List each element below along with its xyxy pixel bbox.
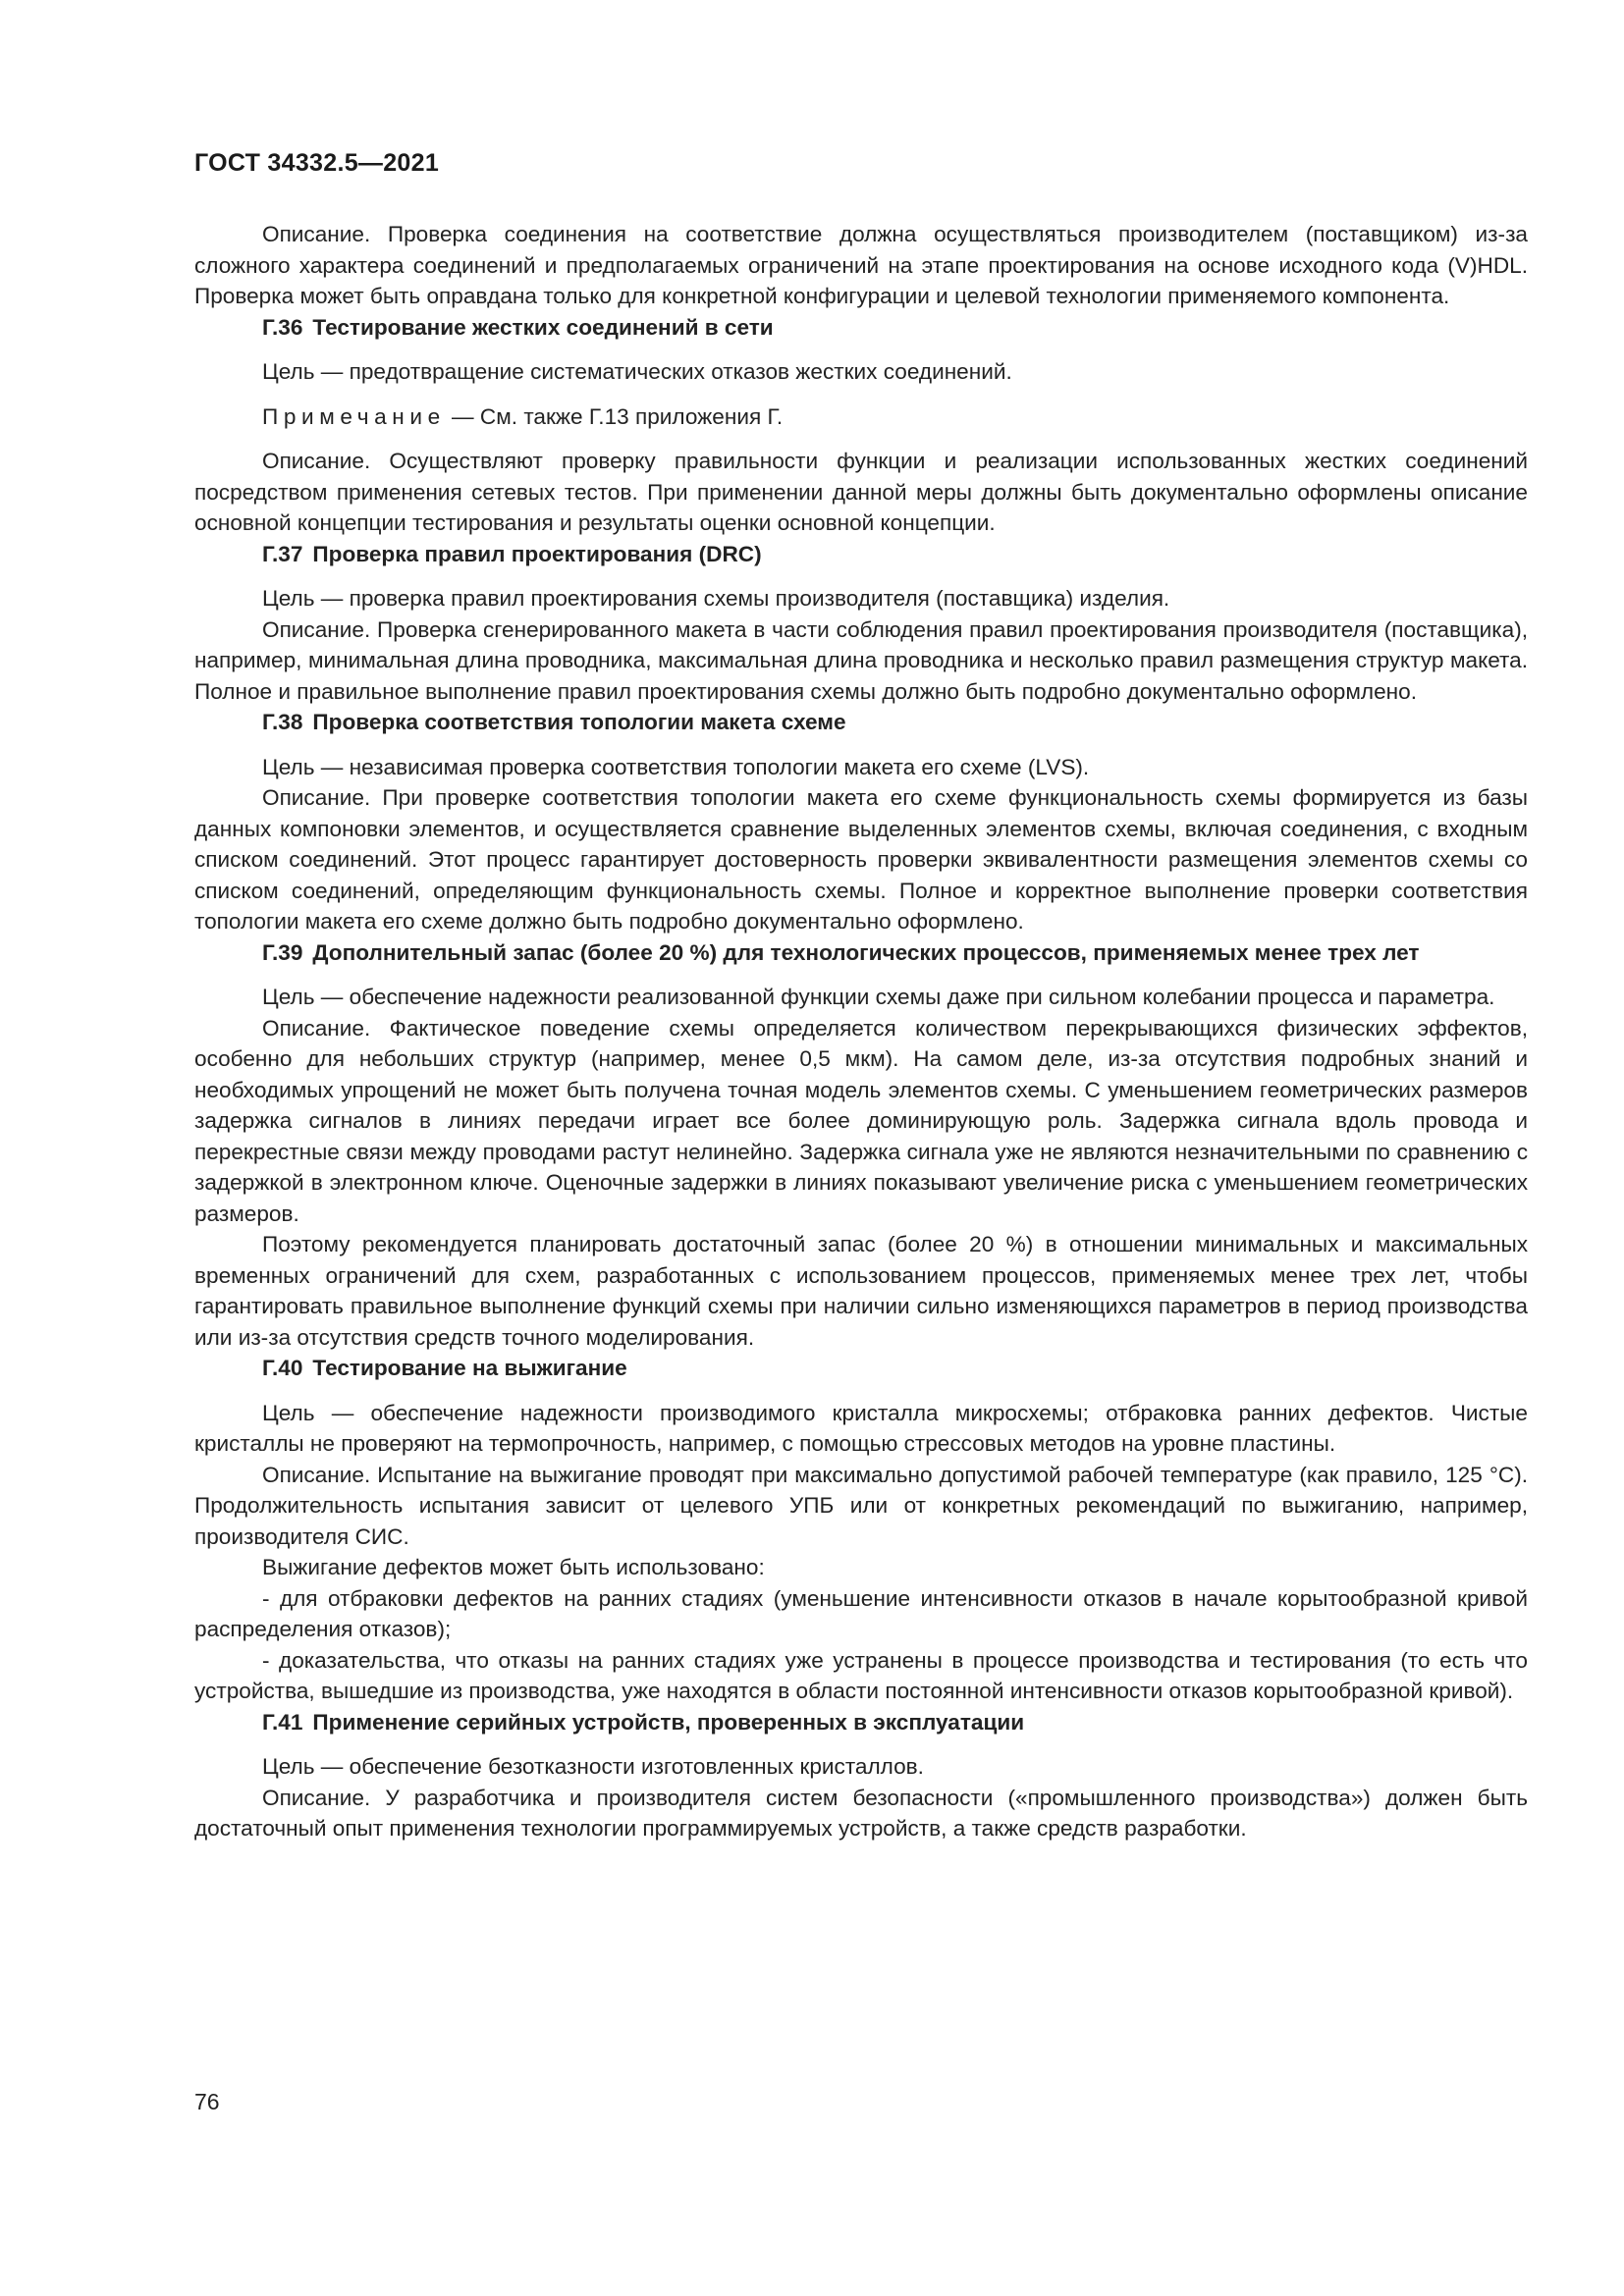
usage-list-item: - доказательства, что отказы на ранних стадиях уже устранены в процессе производства и тестирования (то есть что устройства, вышедшие из производства, уже находятся в области постоянной интенсивности отказов корытообразной кривой). bbox=[194, 1647, 1528, 1703]
section-goal: Цель — обеспечение надежности реализованной функции схемы даже при сильном колебании процесса и параметра. bbox=[262, 985, 1495, 1009]
section-note bbox=[194, 401, 1528, 433]
section-number: Г.40 bbox=[262, 1356, 303, 1380]
section-description: Описание. Фактическое поведение схемы определяется количеством перекрывающихся физических эффектов, особенно для небольших структур (например, менее 0,5 мкм). На самом деле, из-за отсутствия подробных знаний и необходимых упрощений не может быть получена точная модель элементов схемы. С уменьшением геометрических размеров задержка сигналов в линиях передачи играет все более доминирующую роль. Задержка сигнала вдоль провода и перекрестные связи между проводами растут нелинейно. Задержка сигнала уже не являются незначительными по сравнению с задержкой в электронном ключе. Оценочные задержки в линиях показывают увеличение риска с уменьшением геометрических размеров. bbox=[194, 1015, 1528, 1226]
note-label: Примечание bbox=[262, 403, 446, 429]
section-heading-g41 bbox=[194, 1707, 1528, 1738]
usage-intro: Выжигание дефектов может быть использовано: bbox=[262, 1555, 765, 1579]
section-description: Описание. Проверка сгенерированного макета в части соблюдения правил проектирования производителя (поставщика), например, минимальная длина проводника, максимальная длина проводника и несколько правил размещения структур макета. Полное и правильное выполнение правил проектирования схемы должно быть подробно документально оформлено. bbox=[194, 616, 1528, 704]
section-number: Г.39 bbox=[262, 939, 303, 965]
section-title: Тестирование жестких соединений в сети bbox=[312, 314, 774, 340]
section-recommendation: Поэтому рекомендуется планировать достаточный запас (более 20 %) в отношении минимальных и максимальных временных ограничений для схем, разработанных с использованием процессов, применяемых менее трех лет, чтобы гарантировать правильное выполнение функций схемы при наличии сильно изменяющихся параметров в период производства или из-за отсутствия средств точного моделирования. bbox=[194, 1232, 1528, 1350]
section-goal: Цель — предотвращение систематических отказов жестких соединений. bbox=[262, 359, 1012, 384]
section-goal: Цель — обеспечение надежности производимого кристалла микросхемы; отбраковка ранних дефектов. Чистые кристаллы не проверяют на термопрочность, например, с помощью стрессовых методов на уровне пластины. bbox=[194, 1400, 1528, 1456]
section-description: Описание. Испытание на выжигание проводят при максимально допустимой рабочей температуре (как правило, 125 °С). Продолжительность испытания зависит от целевого УПБ или от конкретных рекомендаций по выжиганию, например, производителя СИС. bbox=[194, 1462, 1528, 1549]
section-description: Описание. Осуществляют проверку правильности функции и реализации использованных жестких соединений посредством применения сетевых тестов. При применении данной меры должны быть документально оформлены описание основной концепции тестирования и результаты оценки основной концепции. bbox=[194, 449, 1528, 535]
section-heading-g36 bbox=[194, 312, 1528, 344]
section-title: Применение серийных устройств, проверенных в эксплуатации bbox=[312, 1709, 1025, 1735]
section-goal: Цель — независимая проверка соответствия топологии макета его схеме (LVS). bbox=[262, 754, 1090, 779]
section-number: Г.38 bbox=[262, 710, 303, 734]
note-text: — См. также Г.13 приложения Г. bbox=[445, 403, 784, 429]
section-goal: Цель — проверка правил проектирования схемы производителя (поставщика) изделия. bbox=[262, 586, 1170, 611]
section-heading-g40 bbox=[194, 1353, 1528, 1384]
section-title: Проверка правил проектирования (DRC) bbox=[312, 541, 762, 566]
section-number: Г.37 bbox=[262, 541, 303, 566]
page-number: 76 bbox=[194, 2089, 220, 2114]
section-description: Описание. При проверке соответствия топологии макета его схеме функциональность схемы формируется из базы данных компоновки элементов, и осуществляется сравнение выделенных элементов схемы, включая соединения, с входным списком соединений. Этот процесс гарантирует достоверность проверки эквивалентности размещения элементов схемы со списком соединений, определяющим функциональность схемы. Полное и корректное выполнение проверки соответствия топологии макета его схеме должно быть подробно документально оформлено. bbox=[194, 785, 1528, 934]
section-title: Проверка соответствия топологии макета схеме bbox=[312, 710, 846, 734]
usage-list-item: - для отбраковки дефектов на ранних стадиях (уменьшение интенсивности отказов в начале корытообразной кривой распределения отказов); bbox=[194, 1585, 1528, 1641]
section-number: Г.36 bbox=[262, 314, 303, 340]
page-content bbox=[194, 219, 1528, 1844]
section-title: Тестирование на выжигание bbox=[312, 1356, 627, 1380]
intro-description: Описание. Проверка соединения на соответствие должна осуществляться производителем (поставщиком) из-за сложного характера соединений и предполагаемых ограничений на этапе проектирования на основе исходного кода (V)HDL. Проверка может быть оправдана только для конкретной конфигурации и целевой технологии применяемого компонента. bbox=[194, 222, 1528, 308]
document-code-header: ГОСТ 34332.5—2021 bbox=[194, 149, 440, 177]
section-title: Дополнительный запас (более 20 %) для технологических процессов, применяемых менее трех лет bbox=[312, 939, 1420, 965]
section-description: Описание. У разработчика и производителя систем безопасности («промышленного производства») должен быть достаточный опыт применения технологии программируемых устройств, а также средств разработки. bbox=[194, 1785, 1528, 1841]
section-goal: Цель — обеспечение безотказности изготовленных кристаллов. bbox=[262, 1754, 924, 1779]
section-heading-g37 bbox=[194, 539, 1528, 570]
section-heading-g38 bbox=[194, 707, 1528, 738]
section-heading-g39 bbox=[194, 937, 1528, 969]
section-number: Г.41 bbox=[262, 1709, 303, 1735]
